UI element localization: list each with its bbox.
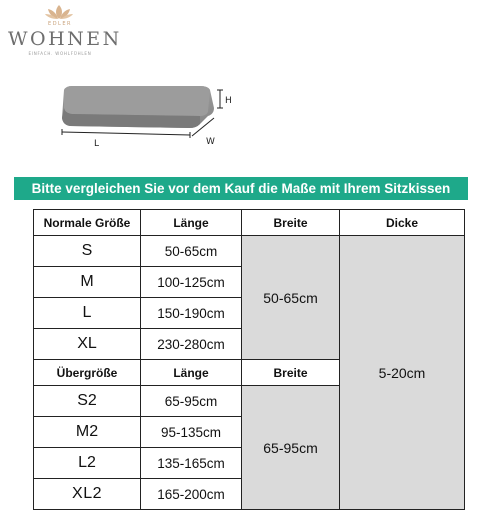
size-cell: M (34, 267, 141, 298)
size-cell: S (34, 236, 141, 267)
length-cell: 95-135cm (141, 417, 242, 448)
length-cell: 65-95cm (141, 386, 242, 417)
length-cell: 230-280cm (141, 329, 242, 360)
brand-logo (8, 4, 122, 62)
length-cell: 150-190cm (141, 298, 242, 329)
oversize-width-cell: 65-95cm (242, 386, 340, 510)
table-row (34, 236, 465, 267)
length-cell: 165-200cm (141, 479, 242, 510)
size-table (33, 209, 465, 510)
size-cell: S2 (34, 386, 141, 417)
logo-edler: EDLER (48, 21, 72, 27)
header-oversize: Übergröße (34, 360, 141, 386)
header-width: Breite (242, 210, 340, 236)
header-oversize-length: Länge (141, 360, 242, 386)
normal-width-cell: 50-65cm (242, 236, 340, 360)
length-cell: 135-165cm (141, 448, 242, 479)
size-cell: XL2 (34, 479, 141, 510)
header-length: Länge (141, 210, 242, 236)
logo-tagline: EINFACH. WOHLFÜHLEN (28, 51, 92, 56)
compare-banner: Bitte vergleichen Sie vor dem Kauf die Maße mit Ihrem Sitzkissen (14, 177, 468, 200)
dim-line-l (62, 132, 190, 135)
size-cell: L2 (34, 448, 141, 479)
length-cell: 100-125cm (141, 267, 242, 298)
lotus-icon (44, 4, 74, 20)
header-oversize-width: Breite (242, 360, 340, 386)
size-cell: M2 (34, 417, 141, 448)
logo-wohnen: WOHNEN (8, 28, 122, 50)
size-cell: L (34, 298, 141, 329)
table-header-row (34, 210, 465, 236)
cushion-diagram (50, 78, 240, 150)
size-cell: XL (34, 329, 141, 360)
label-l: L (94, 139, 100, 149)
header-thickness: Dicke (340, 210, 465, 236)
label-w: W (206, 137, 215, 147)
thickness-cell: 5-20cm (340, 236, 465, 510)
label-h: H (225, 96, 232, 106)
length-cell: 50-65cm (141, 236, 242, 267)
header-normal-size: Normale Größe (34, 210, 141, 236)
